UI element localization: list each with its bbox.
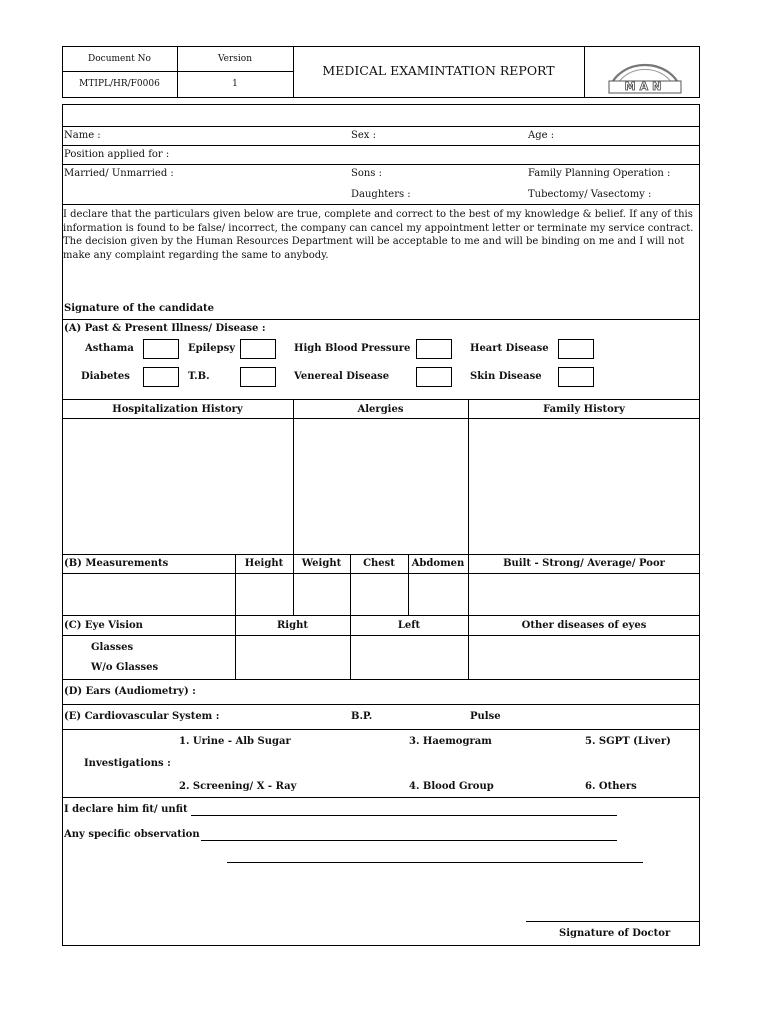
weight-header: Weight: [301, 558, 342, 569]
other-eye-diseases-header: Other diseases of eyes: [521, 620, 647, 631]
asthama-label: Asthama: [85, 343, 134, 354]
observation-line[interactable]: [201, 840, 617, 841]
high-bp-checkbox[interactable]: [416, 339, 452, 359]
illness-section-label: (A) Past & Present Illness/ Disease :: [64, 323, 266, 334]
eye-section-label: (C) Eye Vision: [64, 620, 143, 631]
sgpt-item: 5. SGPT (Liver): [585, 736, 671, 747]
heart-disease-checkbox[interactable]: [558, 339, 594, 359]
height-field[interactable]: [236, 574, 292, 614]
tubectomy-label: Tubectomy/ Vasectomy :: [528, 189, 652, 200]
cardio-section-label: (E) Cardiovascular System :: [64, 711, 220, 722]
allergies-field[interactable]: [294, 419, 467, 553]
epilepsy-checkbox[interactable]: [240, 339, 276, 359]
man-logo: [604, 52, 686, 94]
hospitalization-field[interactable]: [63, 419, 292, 553]
position-label: Position applied for :: [64, 149, 170, 160]
others-item: 6. Others: [585, 781, 637, 792]
skin-disease-checkbox[interactable]: [558, 367, 594, 387]
doctor-signature-line[interactable]: [526, 921, 700, 922]
urine-item: 1. Urine - Alb Sugar: [179, 736, 291, 747]
observation-line-2[interactable]: [227, 862, 643, 863]
right-eye-field[interactable]: [236, 636, 349, 678]
allergies-header: Alergies: [357, 404, 404, 415]
bp-label: B.P.: [351, 711, 373, 722]
glasses-label: Glasses: [91, 642, 134, 653]
name-label: Name :: [64, 130, 101, 141]
built-field[interactable]: [469, 574, 699, 614]
doc-no-value: MTIPL/HR/F0006: [79, 79, 160, 89]
asthama-checkbox[interactable]: [143, 339, 179, 359]
family-planning-label: Family Planning Operation :: [528, 168, 671, 179]
venereal-checkbox[interactable]: [416, 367, 452, 387]
sex-label: Sex :: [351, 130, 376, 141]
doctor-signature-label: Signature of Doctor: [559, 928, 671, 939]
man-logo-text: MAN: [624, 80, 666, 93]
chest-field[interactable]: [351, 574, 407, 614]
family-history-field[interactable]: [469, 419, 699, 553]
tb-checkbox[interactable]: [240, 367, 276, 387]
weight-field[interactable]: [294, 574, 349, 614]
version-value: 1: [232, 79, 238, 89]
right-eye-header: Right: [277, 620, 308, 631]
height-header: Height: [244, 558, 284, 569]
investigations-label: Investigations :: [84, 758, 171, 769]
measurements-section-label: (B) Measurements: [64, 558, 169, 569]
declaration-text: I declare that the particulars given below are true, complete and correct to the best of my knowledge & belief. If any of this information is found to be false/ incorrect, the company can cancel my appointment letter or terminate my service contract. The decision given by the Human Resources Department will be acceptable to me and will be binding on me and I will not make any complaint regarding the same to anybody.: [63, 209, 694, 261]
high-bp-label: High Blood Pressure: [294, 343, 411, 354]
left-eye-field[interactable]: [351, 636, 467, 678]
fit-line[interactable]: [191, 815, 617, 816]
pulse-label: Pulse: [470, 711, 501, 722]
haemogram-item: 3. Haemogram: [409, 736, 492, 747]
age-label: Age :: [528, 130, 555, 141]
chest-header: Chest: [363, 558, 395, 569]
hospitalization-header: Hospitalization History: [112, 404, 243, 415]
blood-group-item: 4. Blood Group: [409, 781, 494, 792]
built-header: Built - Strong/ Average/ Poor: [503, 558, 665, 569]
wo-glasses-label: W/o Glasses: [91, 662, 159, 673]
epilepsy-label: Epilepsy: [188, 343, 236, 354]
diabetes-label: Diabetes: [81, 371, 130, 382]
version-label: Version: [217, 54, 252, 64]
diabetes-checkbox[interactable]: [143, 367, 179, 387]
skin-disease-label: Skin Disease: [470, 371, 542, 382]
venereal-label: Venereal Disease: [294, 371, 390, 382]
screening-item: 2. Screening/ X - Ray: [179, 781, 297, 792]
sons-label: Sons :: [351, 168, 382, 179]
ears-section-label: (D) Ears (Audiometry) :: [64, 686, 196, 697]
other-eye-field[interactable]: [469, 636, 699, 678]
marital-label: Married/ Unmarried :: [64, 168, 174, 179]
left-eye-header: Left: [397, 620, 421, 631]
page-title: MEDICAL EXAMINTATION REPORT: [322, 63, 555, 78]
fit-label: I declare him fit/ unfit: [64, 804, 188, 815]
heart-disease-label: Heart Disease: [470, 343, 549, 354]
daughters-label: Daughters :: [351, 189, 411, 200]
candidate-signature-label: Signature of the candidate: [64, 303, 215, 314]
observation-label: Any specific observation: [64, 829, 200, 840]
tb-label: T.B.: [188, 371, 210, 382]
doc-no-label: Document No: [88, 54, 151, 64]
abdomen-header: Abdomen: [411, 558, 465, 569]
family-history-header: Family History: [543, 404, 625, 415]
abdomen-field[interactable]: [409, 574, 467, 614]
